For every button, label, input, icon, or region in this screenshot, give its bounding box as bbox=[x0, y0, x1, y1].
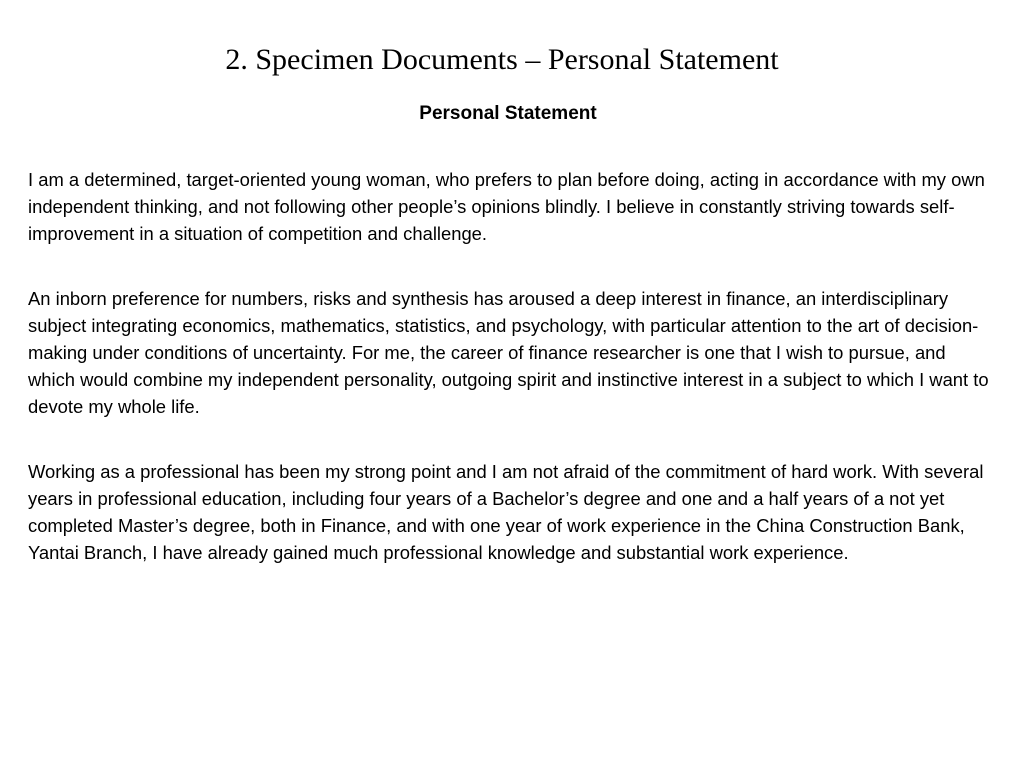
paragraph-work-experience: Working as a professional has been my strong point and I am not afraid of the commitment of hard work. With several years in professional education, including four years of a Bachelor’s degree and one and a half years of a not yet completed Master’s degree, both in Finance, and with one year of work experience in the China Construction Bank, Yantai Branch, I have already gained much professional knowledge and substantial work experience. bbox=[28, 460, 984, 564]
document-body bbox=[28, 166, 994, 603]
paragraph-intro: I am a determined, target-oriented young woman, who prefers to plan before doing, acting in accordance with my own independent thinking, and not following other people’s opinions blindly. I believe in constantly striving towards self-improvement in a situation of competition and challenge. bbox=[28, 169, 985, 245]
slide-title: 2. Specimen Documents – Personal Statement bbox=[225, 43, 779, 76]
paragraph-finance-interest: An inborn preference for numbers, risks and synthesis has aroused a deep interest in finance, an interdisciplinary subject integrating economics, mathematics, statistics, and psychology, with particular attention to the art of decision-making under conditions of uncertainty. For me, the career of finance researcher is one that I wish to pursue, and which would combine my independent personality, outgoing spirit and instinctive interest in a subject to which I want to devote my whole life. bbox=[28, 287, 989, 418]
document-heading: Personal Statement bbox=[419, 103, 597, 124]
